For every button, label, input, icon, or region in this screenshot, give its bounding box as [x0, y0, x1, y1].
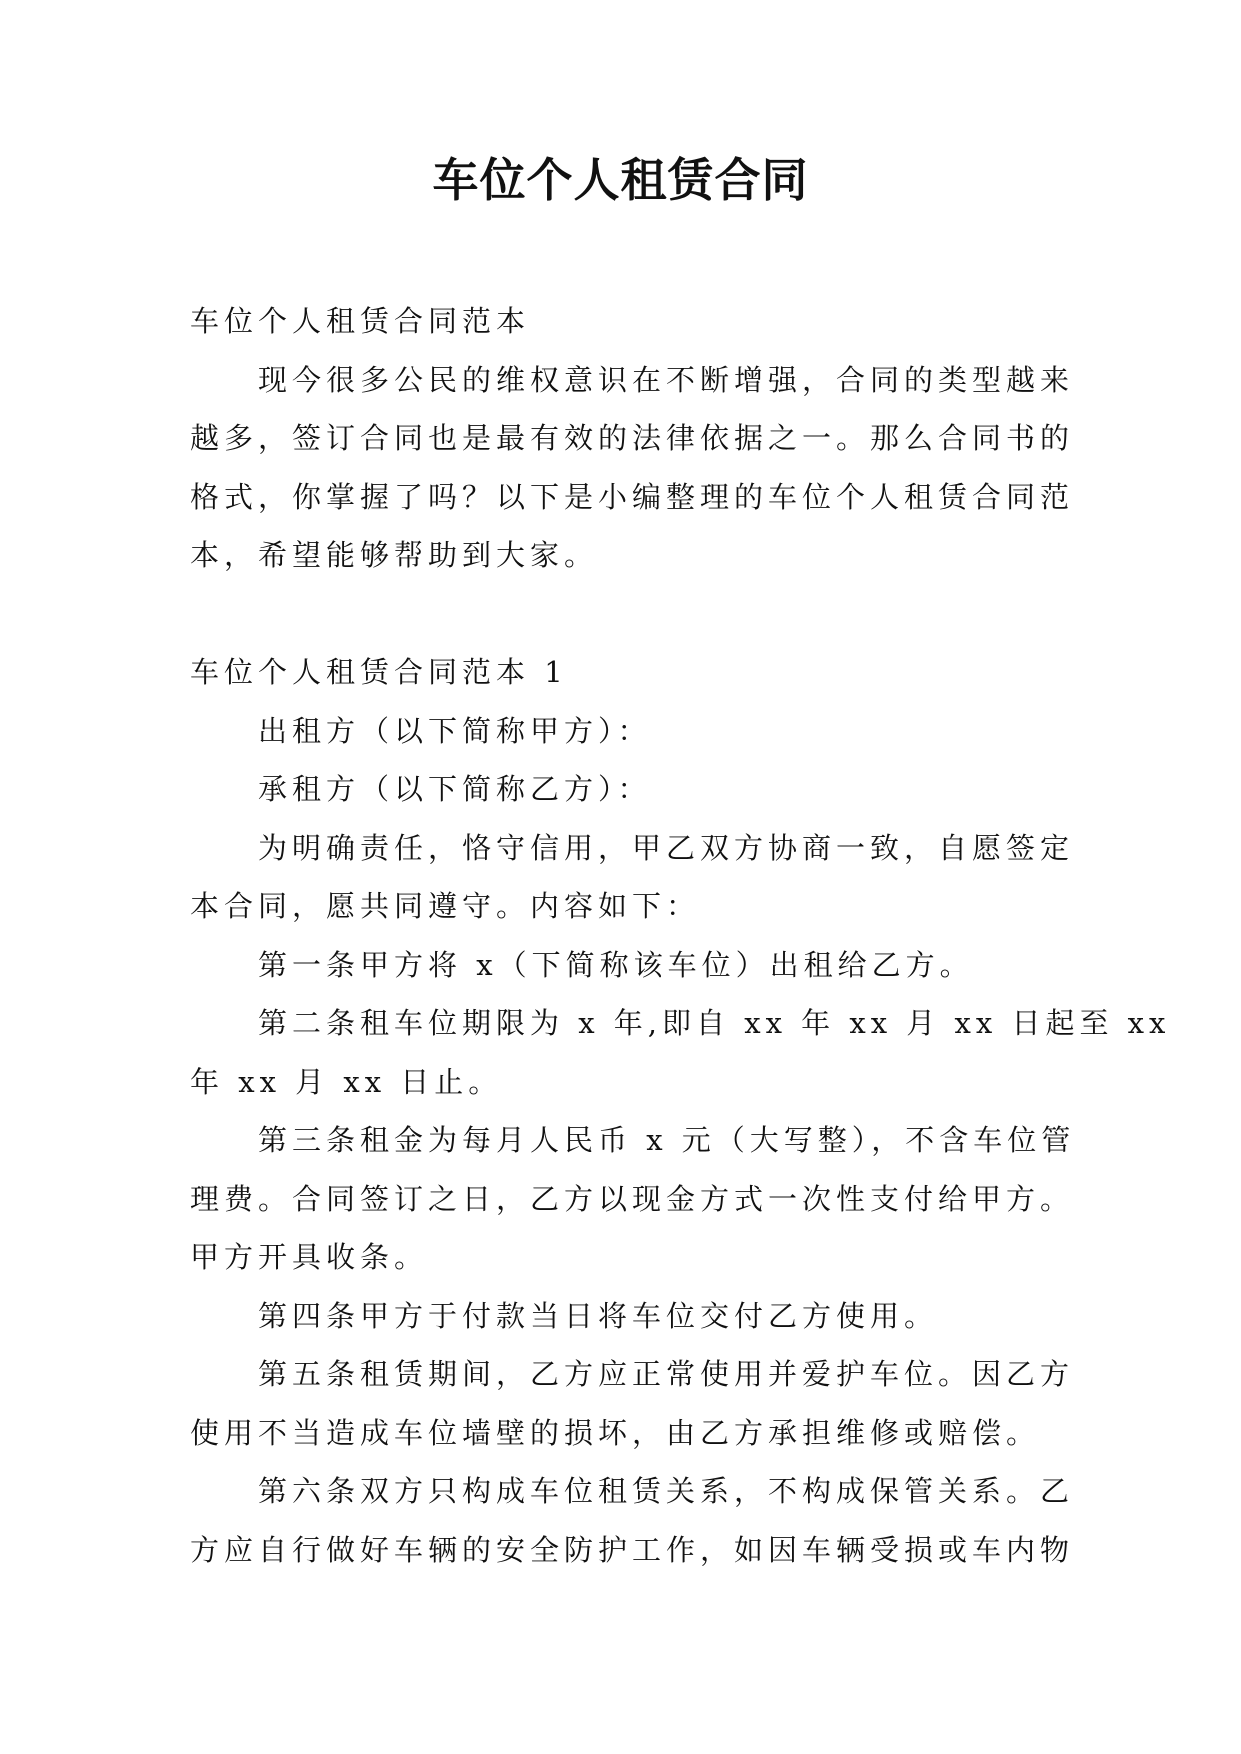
document-title: 车位个人租赁合同 — [432, 153, 809, 207]
clause-line: 年 xx 月 xx 日止。 — [190, 1064, 503, 1099]
clause-line: 第三条租金为每月人民币 x 元（大写整），不含车位管 — [258, 1123, 1076, 1157]
preamble-line: 本合同，愿共同遵守。内容如下： — [190, 889, 701, 923]
clause-line: 理费。合同签订之日，乙方以现金方式一次性支付给甲方。 — [190, 1181, 1075, 1216]
clause-line: 第六条双方只构成车位租赁关系，不构成保管关系。乙 — [258, 1474, 1075, 1508]
intro-paragraph-line: 本，希望能够帮助到大家。 — [190, 538, 599, 572]
clause-line: 方应自行做好车辆的安全防护工作，如因车辆受损或车内物 — [190, 1532, 1075, 1567]
intro-paragraph-line: 格式，你掌握了吗？以下是小编整理的车位个人租赁合同范 — [190, 479, 1075, 514]
preamble-line: 为明确责任，恪守信用，甲乙双方协商一致，自愿签定 — [258, 830, 1075, 865]
clause-line: 第二条租车位期限为 x 年,即自 xx 年 xx 月 xx 日起至 xx — [258, 1006, 1171, 1040]
document-body — [190, 292, 1171, 1579]
clause-line: 第四条甲方于付款当日将车位交付乙方使用。 — [258, 1298, 939, 1333]
party-line-lessor: 出租方（以下简称甲方）： — [258, 713, 652, 748]
intro-paragraph-line: 现今很多公民的维权意识在不断增强，合同的类型越来 — [258, 362, 1075, 397]
clause-line: 第五条租赁期间，乙方应正常使用并爱护车位。因乙方 — [258, 1357, 1075, 1391]
clause-line: 第一条甲方将 x（下简称该车位）出租给乙方。 — [258, 947, 974, 982]
section-heading: 车位个人租赁合同范本 — [190, 304, 531, 338]
clause-line: 甲方开具收条。 — [190, 1240, 429, 1274]
section-heading: 车位个人租赁合同范本 1 — [190, 655, 568, 689]
paragraph-gap — [190, 585, 1052, 644]
intro-paragraph-line: 越多，签订合同也是最有效的法律依据之一。那么合同书的 — [190, 421, 1075, 455]
party-line-lessee: 承租方（以下简称乙方）： — [258, 772, 652, 806]
clause-line: 使用不当造成车位墙壁的损坏，由乙方承担维修或赔偿。 — [190, 1415, 1041, 1450]
